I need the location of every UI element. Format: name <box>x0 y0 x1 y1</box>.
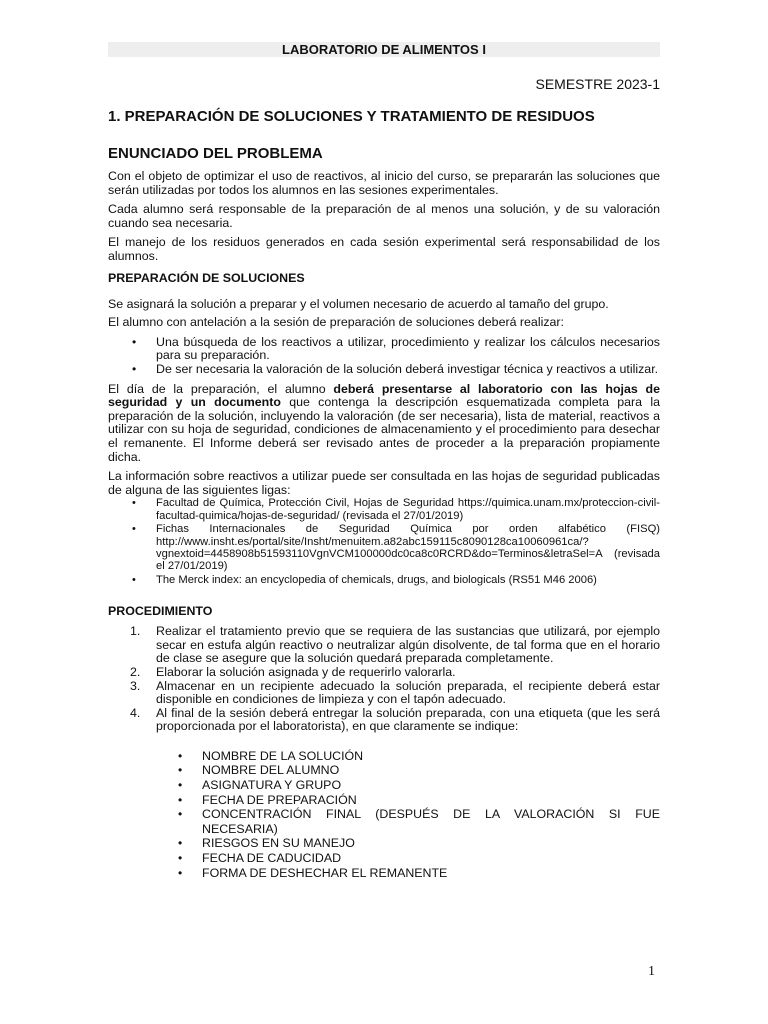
preparation-paragraph-4: La información sobre reactivos a utilizar puede ser consultada en las hojas de seguridad publicadas de alguna de las siguientes ligas: <box>108 469 660 497</box>
preparation-paragraph-1: Se asignará la solución a preparar y el volumen necesario de acuerdo al tamaño del grupo. <box>108 296 609 311</box>
label-item: • NOMBRE DEL ALUMNO <box>108 763 660 778</box>
step-number: 2. <box>130 664 141 679</box>
reference-item: • Facultad de Química, Protección Civil, Hojas de Seguridad https://quimica.unam.mx/proteccion-civil-facultad-quimica/hojas-de-seguridad/ (revisada el 27/01/2019) <box>108 497 660 522</box>
preparation-paragraph-3 <box>108 383 660 465</box>
procedure-step <box>108 680 660 707</box>
preparation-paragraph-2: El alumno con antelación a la sesión de preparación de soluciones deberá realizar: <box>108 315 564 330</box>
list-item: • Una búsqueda de los reactivos a utilizar, procedimiento y realizar los cálculos necesarios para su preparación. <box>108 336 660 363</box>
label-item: • RIESGOS EN SU MANEJO <box>108 836 660 851</box>
step-number: 4. <box>130 705 141 720</box>
semester-label: SEMESTRE 2023-1 <box>535 76 660 92</box>
problem-paragraph-3: El manejo de los residuos generados en cada sesión experimental será responsabilidad de los alumnos. <box>108 235 660 263</box>
reference-item: • The Merck index: an encyclopedia of chemicals, drugs, and biologicals (RS51 M46 2006) <box>108 574 660 586</box>
problem-paragraph-1: Con el objeto de optimizar el uso de reactivos, al inicio del curso, se prepararán las soluciones que serán utilizadas por todos los alumnos en las sesiones experimentales. <box>108 169 660 197</box>
bold-text-run: deberá presentarse al laboratorio con las hojas de seguridad y un documento <box>108 381 660 410</box>
text-run: El día de la preparación, el alumno <box>108 381 334 396</box>
page-number: 1 <box>648 964 655 979</box>
procedure-step <box>108 666 660 680</box>
label-item: • FECHA DE PREPARACIÓN <box>108 793 660 808</box>
step-number: 3. <box>130 678 141 693</box>
step-number: 1. <box>130 624 141 639</box>
problem-heading: ENUNCIADO DEL PROBLEMA <box>108 145 323 162</box>
procedure-steps <box>108 625 660 734</box>
problem-paragraph-2: Cada alumno será responsable de la preparación de al menos una solución, y de su valoración cuando sea necesaria. <box>108 202 660 230</box>
preparation-bullets <box>108 336 660 377</box>
procedure-heading: PROCEDIMIENTO <box>108 604 213 619</box>
preparation-heading: PREPARACIÓN DE SOLUCIONES <box>108 270 305 285</box>
section-title: 1. PREPARACIÓN DE SOLUCIONES Y TRATAMIENTO DE RESIDUOS <box>108 108 595 125</box>
label-item: • FECHA DE CADUCIDAD <box>108 851 660 866</box>
procedure-step <box>108 707 660 734</box>
document-page <box>108 42 660 880</box>
label-item: • NOMBRE DE LA SOLUCIÓN <box>108 749 660 764</box>
step-text: Almacenar en un recipiente adecuado la solución preparada, el recipiente deberá estar disponible en condiciones de limpieza y con el tapón adecuado. <box>156 678 660 707</box>
label-item: • CONCENTRACIÓN FINAL (DESPUÉS DE LA VALORACIÓN SI FUE NECESARIA) <box>108 807 660 836</box>
label-items <box>108 749 660 880</box>
step-text: Realizar el tratamiento previo que se requiera de las sustancias que utilizará, por ejemplo secar en estufa algún reactivo o neutralizar algún disolvente, de tal forma que en el horario de clase se asegure que la solución quedará preparada completamente. <box>156 624 660 666</box>
document-header: LABORATORIO DE ALIMENTOS I <box>108 42 660 57</box>
label-item: • ASIGNATURA Y GRUPO <box>108 778 660 793</box>
step-text: Al final de la sesión deberá entregar la solución preparada, con una etiqueta (que les será proporcionada por el laboratorista), en que claramente se indique: <box>156 705 660 734</box>
text-run: que contenga la descripción esquematizada completa para la preparación de la solución, incluyendo la valoración (de ser necesaria), lista de material, reactivos a utilizar con su hoja de seguridad, condiciones de almacenamiento y el procedimiento para desechar el remanente. El Informe deberá ser revisado antes de proceder a la preparación propiamente dicha. <box>108 395 660 464</box>
label-item: • FORMA DE DESHECHAR EL REMANENTE <box>108 866 660 881</box>
reference-item: • Fichas Internacionales de Seguridad Química por orden alfabético (FISQ) http://www.insht.es/portal/site/Insht/menuitem.a82abc159115c8090128ca10060961ca/?vgnextoid=4458908b51593110VgnVCM100000dc0ca8c0RCRD&do=Terminos&letraSel=A (revisada el 27/01/2019) <box>108 523 660 573</box>
reference-links <box>108 497 660 586</box>
list-item: • De ser necesaria la valoración de la solución deberá investigar técnica y reactivos a utilizar. <box>108 363 660 377</box>
procedure-step <box>108 625 660 666</box>
step-text: Elaborar la solución asignada y de requerirlo valorarla. <box>156 664 456 679</box>
